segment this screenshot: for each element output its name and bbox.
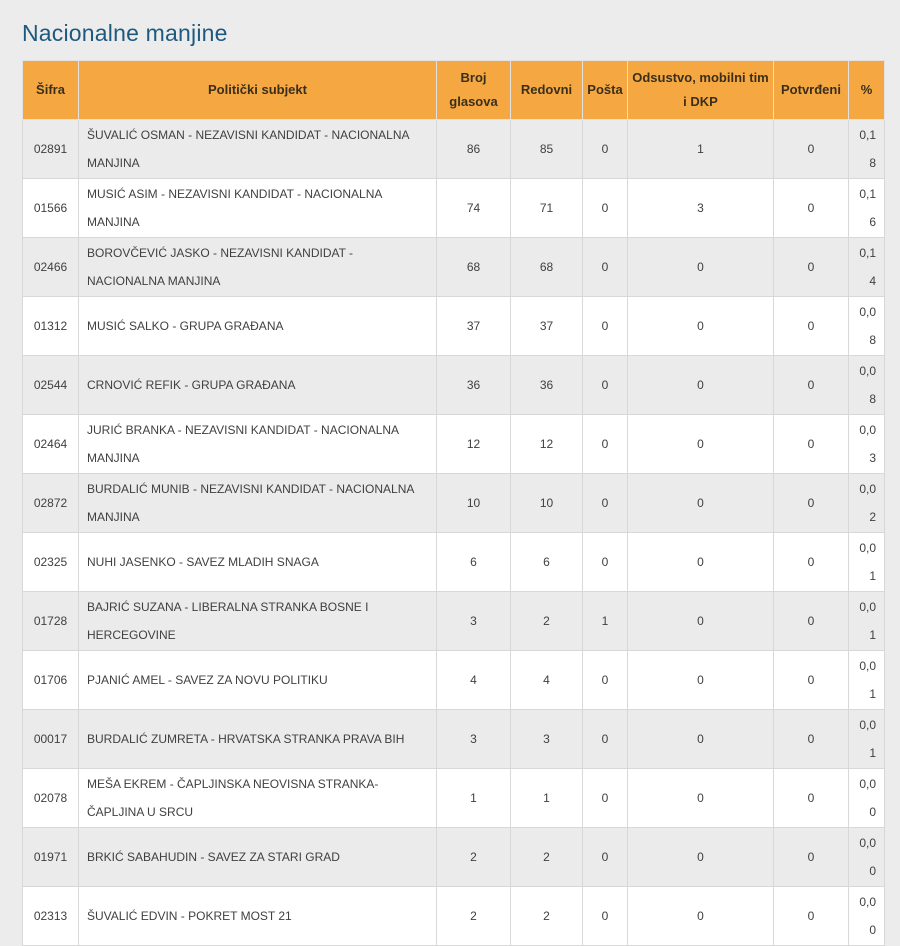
cell-sifra: 02544 xyxy=(23,356,79,415)
cell-redovni: 12 xyxy=(511,415,583,474)
cell-redovni: 85 xyxy=(511,120,583,179)
cell-posta: 0 xyxy=(583,828,628,887)
cell-odsustvo: 0 xyxy=(628,828,774,887)
header-row xyxy=(23,61,885,120)
cell-redovni: 4 xyxy=(511,651,583,710)
cell-procenat: 0,14 xyxy=(849,238,885,297)
cell-odsustvo: 0 xyxy=(628,769,774,828)
cell-posta: 0 xyxy=(583,474,628,533)
cell-subjekt: CRNOVIĆ REFIK - GRUPA GRAĐANA xyxy=(79,356,437,415)
cell-potvrdjeni: 0 xyxy=(774,651,849,710)
cell-procenat: 0,03 xyxy=(849,415,885,474)
cell-potvrdjeni: 0 xyxy=(774,533,849,592)
table-row xyxy=(23,887,885,946)
cell-posta: 1 xyxy=(583,592,628,651)
column-header-potvrdjeni: Potvrđeni xyxy=(774,61,849,120)
cell-subjekt: MUSIĆ ASIM - NEZAVISNI KANDIDAT - NACIONALNA MANJINA xyxy=(79,179,437,238)
table-row xyxy=(23,710,885,769)
cell-procenat: 0,01 xyxy=(849,533,885,592)
table-row xyxy=(23,592,885,651)
cell-sifra: 02078 xyxy=(23,769,79,828)
column-header-odsustvo: Odsustvo, mobilni tim i DKP xyxy=(628,61,774,120)
cell-redovni: 2 xyxy=(511,887,583,946)
table-row xyxy=(23,828,885,887)
column-header-subjekt: Politički subjekt xyxy=(79,61,437,120)
cell-procenat: 0,02 xyxy=(849,474,885,533)
cell-subjekt: BRKIĆ SABAHUDIN - SAVEZ ZA STARI GRAD xyxy=(79,828,437,887)
cell-sifra: 02325 xyxy=(23,533,79,592)
cell-sifra: 01706 xyxy=(23,651,79,710)
cell-sifra: 02464 xyxy=(23,415,79,474)
cell-potvrdjeni: 0 xyxy=(774,592,849,651)
cell-potvrdjeni: 0 xyxy=(774,769,849,828)
cell-potvrdjeni: 0 xyxy=(774,179,849,238)
table-row xyxy=(23,179,885,238)
cell-odsustvo: 3 xyxy=(628,179,774,238)
cell-posta: 0 xyxy=(583,887,628,946)
cell-redovni: 6 xyxy=(511,533,583,592)
cell-broj_glasova: 4 xyxy=(437,651,511,710)
cell-odsustvo: 0 xyxy=(628,592,774,651)
column-header-procenat: % xyxy=(849,61,885,120)
cell-procenat: 0,01 xyxy=(849,651,885,710)
cell-posta: 0 xyxy=(583,415,628,474)
table-row xyxy=(23,120,885,179)
cell-broj_glasova: 6 xyxy=(437,533,511,592)
table-row xyxy=(23,651,885,710)
table-row xyxy=(23,415,885,474)
cell-subjekt: BOROVČEVIĆ JASKO - NEZAVISNI KANDIDAT - NACIONALNA MANJINA xyxy=(79,238,437,297)
cell-broj_glasova: 1 xyxy=(437,769,511,828)
cell-sifra: 01312 xyxy=(23,297,79,356)
cell-broj_glasova: 86 xyxy=(437,120,511,179)
cell-redovni: 3 xyxy=(511,710,583,769)
cell-odsustvo: 0 xyxy=(628,415,774,474)
table-row xyxy=(23,474,885,533)
cell-sifra: 01971 xyxy=(23,828,79,887)
cell-broj_glasova: 12 xyxy=(437,415,511,474)
page-title: Nacionalne manjine xyxy=(22,20,228,46)
cell-broj_glasova: 2 xyxy=(437,887,511,946)
cell-broj_glasova: 10 xyxy=(437,474,511,533)
cell-subjekt: NUHI JASENKO - SAVEZ MLADIH SNAGA xyxy=(79,533,437,592)
cell-potvrdjeni: 0 xyxy=(774,297,849,356)
cell-broj_glasova: 2 xyxy=(437,828,511,887)
cell-odsustvo: 1 xyxy=(628,120,774,179)
cell-subjekt: JURIĆ BRANKA - NEZAVISNI KANDIDAT - NACIONALNA MANJINA xyxy=(79,415,437,474)
cell-redovni: 36 xyxy=(511,356,583,415)
cell-redovni: 68 xyxy=(511,238,583,297)
cell-odsustvo: 0 xyxy=(628,887,774,946)
cell-redovni: 37 xyxy=(511,297,583,356)
cell-posta: 0 xyxy=(583,710,628,769)
cell-sifra: 01566 xyxy=(23,179,79,238)
cell-redovni: 2 xyxy=(511,592,583,651)
cell-subjekt: PJANIĆ AMEL - SAVEZ ZA NOVU POLITIKU xyxy=(79,651,437,710)
cell-procenat: 0,00 xyxy=(849,828,885,887)
cell-redovni: 10 xyxy=(511,474,583,533)
cell-sifra: 02313 xyxy=(23,887,79,946)
cell-potvrdjeni: 0 xyxy=(774,238,849,297)
cell-subjekt: MEŠA EKREM - ČAPLJINSKA NEOVISNA STRANKA-ČAPLJINA U SRCU xyxy=(79,769,437,828)
table-row xyxy=(23,769,885,828)
cell-procenat: 0,01 xyxy=(849,710,885,769)
cell-potvrdjeni: 0 xyxy=(774,887,849,946)
results-table-body xyxy=(23,120,885,946)
cell-potvrdjeni: 0 xyxy=(774,415,849,474)
cell-odsustvo: 0 xyxy=(628,710,774,769)
column-header-redovni: Redovni xyxy=(511,61,583,120)
table-row xyxy=(23,297,885,356)
cell-broj_glasova: 36 xyxy=(437,356,511,415)
cell-posta: 0 xyxy=(583,769,628,828)
cell-odsustvo: 0 xyxy=(628,651,774,710)
table-row xyxy=(23,238,885,297)
cell-subjekt: BURDALIĆ ZUMRETA - HRVATSKA STRANKA PRAVA BIH xyxy=(79,710,437,769)
cell-redovni: 2 xyxy=(511,828,583,887)
cell-posta: 0 xyxy=(583,356,628,415)
cell-posta: 0 xyxy=(583,651,628,710)
results-table xyxy=(22,60,885,946)
cell-procenat: 0,08 xyxy=(849,356,885,415)
cell-odsustvo: 0 xyxy=(628,238,774,297)
table-row xyxy=(23,356,885,415)
cell-procenat: 0,08 xyxy=(849,297,885,356)
cell-redovni: 71 xyxy=(511,179,583,238)
cell-subjekt: BAJRIĆ SUZANA - LIBERALNA STRANKA BOSNE I HERCEGOVINE xyxy=(79,592,437,651)
cell-sifra: 01728 xyxy=(23,592,79,651)
cell-broj_glasova: 3 xyxy=(437,710,511,769)
cell-procenat: 0,00 xyxy=(849,887,885,946)
cell-potvrdjeni: 0 xyxy=(774,710,849,769)
cell-broj_glasova: 74 xyxy=(437,179,511,238)
cell-broj_glasova: 3 xyxy=(437,592,511,651)
cell-broj_glasova: 37 xyxy=(437,297,511,356)
cell-potvrdjeni: 0 xyxy=(774,474,849,533)
column-header-broj_glasova: Broj glasova xyxy=(437,61,511,120)
cell-odsustvo: 0 xyxy=(628,474,774,533)
cell-potvrdjeni: 0 xyxy=(774,356,849,415)
cell-subjekt: BURDALIĆ MUNIB - NEZAVISNI KANDIDAT - NACIONALNA MANJINA xyxy=(79,474,437,533)
column-header-posta: Pošta xyxy=(583,61,628,120)
cell-sifra: 02466 xyxy=(23,238,79,297)
cell-sifra: 02891 xyxy=(23,120,79,179)
cell-posta: 0 xyxy=(583,533,628,592)
cell-procenat: 0,18 xyxy=(849,120,885,179)
cell-odsustvo: 0 xyxy=(628,297,774,356)
cell-procenat: 0,16 xyxy=(849,179,885,238)
column-header-sifra: Šifra xyxy=(23,61,79,120)
cell-redovni: 1 xyxy=(511,769,583,828)
cell-subjekt: ŠUVALIĆ OSMAN - NEZAVISNI KANDIDAT - NACIONALNA MANJINA xyxy=(79,120,437,179)
cell-posta: 0 xyxy=(583,179,628,238)
cell-posta: 0 xyxy=(583,297,628,356)
cell-subjekt: MUSIĆ SALKO - GRUPA GRAĐANA xyxy=(79,297,437,356)
cell-odsustvo: 0 xyxy=(628,356,774,415)
cell-odsustvo: 0 xyxy=(628,533,774,592)
table-row xyxy=(23,533,885,592)
cell-procenat: 0,01 xyxy=(849,592,885,651)
cell-broj_glasova: 68 xyxy=(437,238,511,297)
cell-potvrdjeni: 0 xyxy=(774,828,849,887)
cell-posta: 0 xyxy=(583,120,628,179)
cell-subjekt: ŠUVALIĆ EDVIN - POKRET MOST 21 xyxy=(79,887,437,946)
cell-posta: 0 xyxy=(583,238,628,297)
cell-sifra: 02872 xyxy=(23,474,79,533)
cell-procenat: 0,00 xyxy=(849,769,885,828)
cell-sifra: 00017 xyxy=(23,710,79,769)
cell-potvrdjeni: 0 xyxy=(774,120,849,179)
